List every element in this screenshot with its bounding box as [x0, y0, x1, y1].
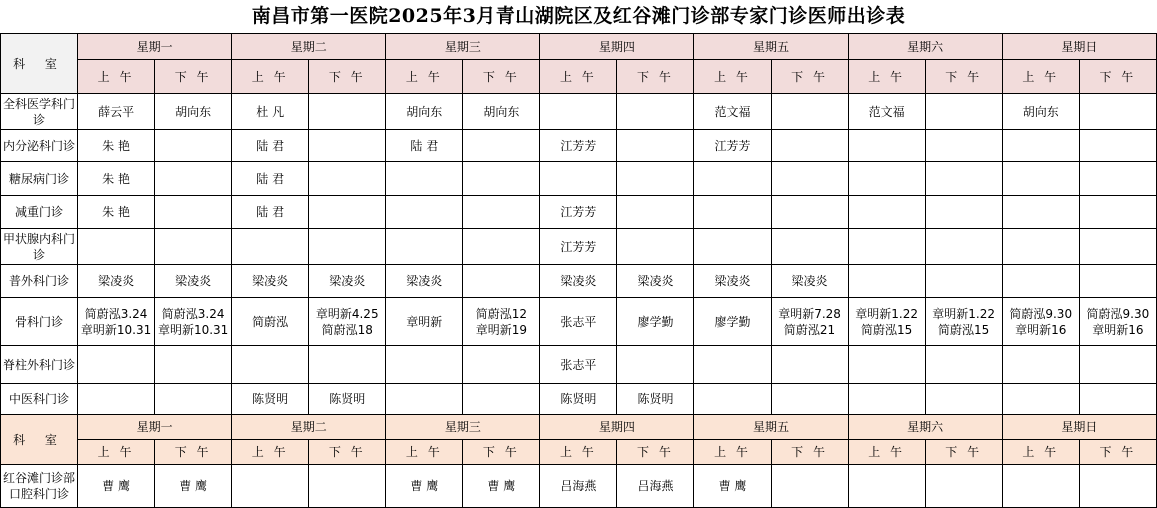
day-header: 星期六 — [848, 415, 1002, 440]
schedule-cell — [771, 162, 848, 196]
schedule-cell — [1079, 346, 1156, 384]
schedule-cell — [1002, 384, 1079, 415]
header-row-days — [1, 34, 1157, 60]
table-row — [1, 265, 1157, 298]
schedule-cell — [694, 346, 771, 384]
schedule-cell — [771, 130, 848, 162]
day-header: 星期五 — [694, 34, 848, 60]
schedule-cell — [617, 229, 694, 265]
schedule-cell: 廖学勤 — [694, 298, 771, 346]
schedule-cell — [694, 384, 771, 415]
schedule-cell: 章明新 — [386, 298, 463, 346]
schedule-cell — [848, 229, 925, 265]
pm-header: 下 午 — [925, 60, 1002, 94]
schedule-cell: 梁凌炎 — [386, 265, 463, 298]
schedule-cell: 章明新7.28 简蔚泓21 — [771, 298, 848, 346]
schedule-cell: 江芳芳 — [540, 229, 617, 265]
schedule-cell — [1079, 196, 1156, 229]
schedule-cell — [617, 162, 694, 196]
schedule-cell: 梁凌炎 — [540, 265, 617, 298]
schedule-cell: 陆 君 — [386, 130, 463, 162]
am-header: 上 午 — [78, 440, 155, 465]
dept-header: 科 室 — [1, 415, 78, 465]
am-header: 上 午 — [78, 60, 155, 94]
schedule-cell: 范文福 — [694, 94, 771, 130]
schedule-cell — [1002, 196, 1079, 229]
pm-header: 下 午 — [771, 60, 848, 94]
schedule-cell — [309, 130, 386, 162]
am-header: 上 午 — [540, 60, 617, 94]
am-header: 上 午 — [540, 440, 617, 465]
am-header: 上 午 — [1002, 440, 1079, 465]
table-row — [1, 94, 1157, 130]
page-title: 南昌市第一医院2025年3月青山湖院区及红谷滩门诊部专家门诊医师出诊表 — [251, 5, 906, 27]
schedule-cell — [463, 196, 540, 229]
am-header: 上 午 — [694, 440, 771, 465]
pm-header: 下 午 — [155, 60, 232, 94]
schedule-cell — [771, 465, 848, 508]
schedule-cell: 江芳芳 — [694, 130, 771, 162]
dept-header: 科 室 — [1, 34, 78, 94]
table-row — [1, 196, 1157, 229]
schedule-cell — [463, 130, 540, 162]
schedule-cell — [1002, 130, 1079, 162]
schedule-cell: 胡向东 — [386, 94, 463, 130]
schedule-cell — [232, 346, 309, 384]
pm-header: 下 午 — [617, 440, 694, 465]
schedule-cell: 简蔚泓9.30 章明新16 — [1079, 298, 1156, 346]
schedule-cell — [463, 384, 540, 415]
schedule-cell — [617, 94, 694, 130]
day-header: 星期五 — [694, 415, 848, 440]
dept-cell: 全科医学科门诊 — [1, 94, 78, 130]
pm-header: 下 午 — [1079, 60, 1156, 94]
schedule-cell — [848, 130, 925, 162]
schedule-cell: 陈贤明 — [309, 384, 386, 415]
schedule-cell — [771, 196, 848, 229]
schedule-cell: 吕海燕 — [617, 465, 694, 508]
schedule-table — [0, 33, 1157, 508]
schedule-cell: 简蔚泓3.24 章明新10.31 — [78, 298, 155, 346]
schedule-cell: 陆 君 — [232, 196, 309, 229]
day-header: 星期一 — [78, 415, 232, 440]
schedule-cell — [617, 130, 694, 162]
dept-cell: 内分泌科门诊 — [1, 130, 78, 162]
schedule-cell — [925, 384, 1002, 415]
schedule-cell — [386, 346, 463, 384]
am-header: 上 午 — [848, 440, 925, 465]
schedule-cell: 张志平 — [540, 298, 617, 346]
schedule-cell: 薛云平 — [78, 94, 155, 130]
schedule-cell — [1079, 384, 1156, 415]
schedule-cell: 陈贤明 — [617, 384, 694, 415]
schedule-cell — [540, 162, 617, 196]
schedule-cell — [848, 196, 925, 229]
schedule-cell — [1079, 229, 1156, 265]
schedule-cell: 陈贤明 — [232, 384, 309, 415]
am-header: 上 午 — [848, 60, 925, 94]
schedule-cell — [1002, 265, 1079, 298]
am-header: 上 午 — [386, 60, 463, 94]
schedule-cell — [78, 346, 155, 384]
schedule-cell — [540, 94, 617, 130]
am-header: 上 午 — [1002, 60, 1079, 94]
schedule-cell: 曹 鹰 — [694, 465, 771, 508]
schedule-cell — [1002, 229, 1079, 265]
table-row — [1, 162, 1157, 196]
schedule-cell: 廖学勤 — [617, 298, 694, 346]
schedule-cell — [309, 162, 386, 196]
pm-header: 下 午 — [155, 440, 232, 465]
dept-cell: 普外科门诊 — [1, 265, 78, 298]
schedule-cell — [155, 196, 232, 229]
schedule-cell — [386, 162, 463, 196]
schedule-cell — [155, 384, 232, 415]
schedule-cell — [771, 229, 848, 265]
dept-cell: 糖尿病门诊 — [1, 162, 78, 196]
schedule-cell — [463, 265, 540, 298]
schedule-cell: 陆 君 — [232, 162, 309, 196]
schedule-cell: 胡向东 — [155, 94, 232, 130]
schedule-cell: 朱 艳 — [78, 196, 155, 229]
schedule-cell — [463, 229, 540, 265]
table-row — [1, 130, 1157, 162]
schedule-cell — [1002, 346, 1079, 384]
schedule-cell — [1079, 265, 1156, 298]
schedule-cell — [617, 346, 694, 384]
schedule-cell: 梁凌炎 — [694, 265, 771, 298]
pm-header: 下 午 — [309, 440, 386, 465]
schedule-cell: 曹 鹰 — [463, 465, 540, 508]
schedule-cell — [78, 384, 155, 415]
pm-header: 下 午 — [1079, 440, 1156, 465]
schedule-body — [1, 34, 1157, 508]
table-row — [1, 346, 1157, 384]
table-row — [1, 384, 1157, 415]
header-row-ampm — [1, 440, 1157, 465]
schedule-cell — [463, 162, 540, 196]
schedule-cell — [309, 94, 386, 130]
pm-header: 下 午 — [463, 440, 540, 465]
header-row-days — [1, 415, 1157, 440]
schedule-cell — [925, 130, 1002, 162]
schedule-cell — [386, 196, 463, 229]
schedule-cell — [925, 196, 1002, 229]
header-row-ampm — [1, 60, 1157, 94]
schedule-cell: 梁凌炎 — [771, 265, 848, 298]
schedule-cell: 陈贤明 — [540, 384, 617, 415]
schedule-cell — [848, 162, 925, 196]
schedule-cell: 范文福 — [848, 94, 925, 130]
schedule-cell — [309, 196, 386, 229]
dept-cell: 红谷滩门诊部口腔科门诊 — [1, 465, 78, 508]
schedule-cell: 梁凌炎 — [232, 265, 309, 298]
dept-cell: 减重门诊 — [1, 196, 78, 229]
schedule-cell — [925, 229, 1002, 265]
schedule-cell: 江芳芳 — [540, 196, 617, 229]
schedule-cell — [925, 465, 1002, 508]
schedule-cell: 章明新1.22 简蔚泓15 — [925, 298, 1002, 346]
schedule-cell: 陆 君 — [232, 130, 309, 162]
day-header: 星期二 — [232, 34, 386, 60]
schedule-cell: 朱 艳 — [78, 130, 155, 162]
pm-header: 下 午 — [771, 440, 848, 465]
schedule-cell: 简蔚泓 — [232, 298, 309, 346]
schedule-cell — [848, 346, 925, 384]
schedule-cell — [848, 465, 925, 508]
schedule-cell — [848, 384, 925, 415]
am-header: 上 午 — [232, 60, 309, 94]
schedule-cell — [848, 265, 925, 298]
schedule-cell: 章明新4.25 简蔚泓18 — [309, 298, 386, 346]
schedule-cell — [771, 346, 848, 384]
day-header: 星期四 — [540, 415, 694, 440]
schedule-cell — [155, 229, 232, 265]
pm-header: 下 午 — [617, 60, 694, 94]
schedule-cell — [309, 465, 386, 508]
table-row — [1, 298, 1157, 346]
schedule-cell — [771, 384, 848, 415]
schedule-cell — [617, 196, 694, 229]
schedule-cell — [1079, 94, 1156, 130]
schedule-cell — [232, 229, 309, 265]
schedule-cell: 曹 鹰 — [78, 465, 155, 508]
day-header: 星期三 — [386, 415, 540, 440]
schedule-cell: 江芳芳 — [540, 130, 617, 162]
schedule-cell — [155, 346, 232, 384]
am-header: 上 午 — [386, 440, 463, 465]
pm-header: 下 午 — [463, 60, 540, 94]
schedule-cell — [925, 162, 1002, 196]
schedule-cell: 梁凌炎 — [155, 265, 232, 298]
day-header: 星期六 — [848, 34, 1002, 60]
schedule-cell: 梁凌炎 — [309, 265, 386, 298]
schedule-cell — [925, 346, 1002, 384]
day-header: 星期四 — [540, 34, 694, 60]
day-header: 星期日 — [1002, 34, 1156, 60]
dept-cell: 中医科门诊 — [1, 384, 78, 415]
day-header: 星期三 — [386, 34, 540, 60]
day-header: 星期一 — [78, 34, 232, 60]
schedule-cell — [232, 465, 309, 508]
schedule-cell: 简蔚泓3.24 章明新10.31 — [155, 298, 232, 346]
schedule-cell: 吕海燕 — [540, 465, 617, 508]
dept-cell: 甲状腺内科门诊 — [1, 229, 78, 265]
schedule-cell: 梁凌炎 — [78, 265, 155, 298]
schedule-cell — [694, 196, 771, 229]
day-header: 星期二 — [232, 415, 386, 440]
schedule-cell — [1079, 130, 1156, 162]
schedule-cell — [386, 384, 463, 415]
schedule-cell — [1079, 465, 1156, 508]
schedule-cell — [155, 130, 232, 162]
schedule-cell: 曹 鹰 — [386, 465, 463, 508]
schedule-cell — [925, 94, 1002, 130]
day-header: 星期日 — [1002, 415, 1156, 440]
schedule-cell — [309, 229, 386, 265]
schedule-cell — [1002, 465, 1079, 508]
schedule-cell — [78, 229, 155, 265]
schedule-cell — [463, 346, 540, 384]
schedule-cell — [1002, 162, 1079, 196]
am-header: 上 午 — [694, 60, 771, 94]
schedule-cell: 简蔚泓12 章明新19 — [463, 298, 540, 346]
schedule-cell — [694, 229, 771, 265]
schedule-cell — [925, 265, 1002, 298]
schedule-cell — [155, 162, 232, 196]
schedule-cell: 张志平 — [540, 346, 617, 384]
schedule-cell: 朱 艳 — [78, 162, 155, 196]
schedule-cell: 梁凌炎 — [617, 265, 694, 298]
am-header: 上 午 — [232, 440, 309, 465]
dept-cell: 骨科门诊 — [1, 298, 78, 346]
pm-header: 下 午 — [925, 440, 1002, 465]
schedule-cell — [386, 229, 463, 265]
pm-header: 下 午 — [309, 60, 386, 94]
schedule-cell: 章明新1.22 简蔚泓15 — [848, 298, 925, 346]
table-row — [1, 229, 1157, 265]
schedule-cell: 曹 鹰 — [155, 465, 232, 508]
schedule-cell — [694, 162, 771, 196]
dept-cell: 脊柱外科门诊 — [1, 346, 78, 384]
schedule-cell — [309, 346, 386, 384]
schedule-cell: 胡向东 — [1002, 94, 1079, 130]
table-row — [1, 465, 1157, 508]
schedule-cell: 简蔚泓9.30 章明新16 — [1002, 298, 1079, 346]
schedule-cell — [1079, 162, 1156, 196]
schedule-cell: 杜 凡 — [232, 94, 309, 130]
schedule-cell — [771, 94, 848, 130]
schedule-cell: 胡向东 — [463, 94, 540, 130]
